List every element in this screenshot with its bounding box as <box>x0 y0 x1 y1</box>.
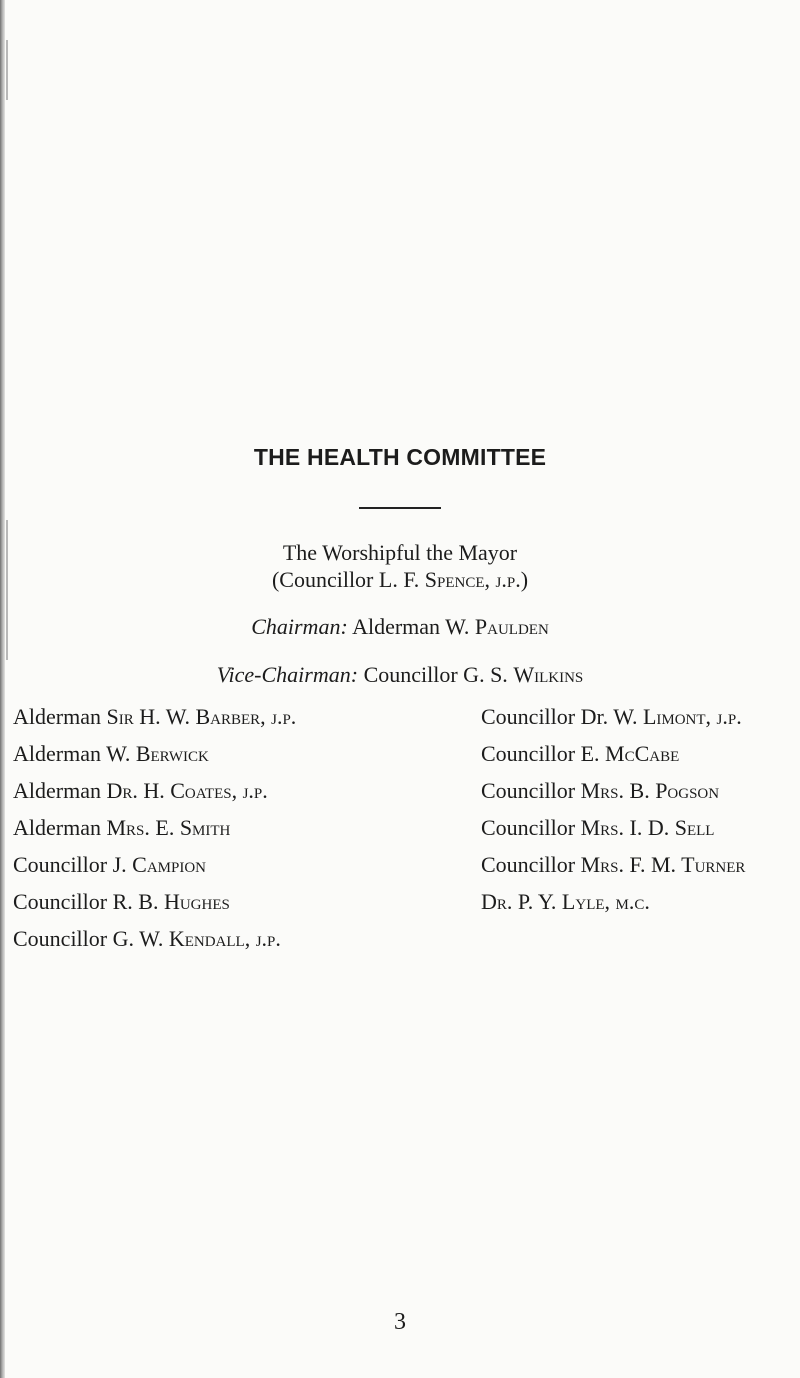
member-name: McCabe <box>605 741 680 766</box>
member-title: Councillor <box>481 778 576 803</box>
members-left-column <box>13 704 296 963</box>
vice-chairman-line <box>0 662 800 688</box>
member-item <box>13 704 296 741</box>
vice-chairman-prefix: Councillor G. S. <box>363 662 508 687</box>
member-title: Alderman <box>13 704 101 729</box>
member-item <box>13 815 296 852</box>
member-title: Councillor Dr. W. <box>481 704 638 729</box>
member-item <box>481 741 745 778</box>
member-item <box>481 704 745 741</box>
chairman-prefix: Alderman W. <box>352 614 470 639</box>
page-number: 3 <box>394 1309 406 1335</box>
member-item <box>481 778 745 815</box>
chairman-role: Chairman: <box>251 614 348 639</box>
mayor-text: The Worshipful the Mayor <box>282 540 518 565</box>
members-right-column <box>481 704 745 926</box>
member-item <box>481 815 745 852</box>
member-name: Mrs. B. Pogson <box>580 778 720 803</box>
member-title: Councillor E. <box>481 741 600 766</box>
member-title: Councillor <box>481 852 576 877</box>
mayor-line <box>0 540 800 566</box>
mayor-name-suffix: ) <box>520 567 529 592</box>
member-name: Sir H. W. Barber, j.p. <box>106 704 297 729</box>
chairman-name: Paulden <box>474 614 549 639</box>
member-name: Mrs. E. Smith <box>106 815 231 840</box>
member-item <box>13 778 296 815</box>
member-name: Kendall, j.p. <box>168 926 281 951</box>
mayor-name: Spence, j.p. <box>424 567 521 592</box>
member-name: Dr. P. Y. Lyle, m.c. <box>481 889 650 914</box>
member-title: Councillor R. B. <box>13 889 159 914</box>
member-title: Alderman <box>13 778 101 803</box>
member-title: Alderman W. <box>13 741 131 766</box>
member-name: Limont, j.p. <box>642 704 742 729</box>
member-name: Campion <box>132 852 207 877</box>
member-item <box>481 889 745 926</box>
member-name: Dr. H. Coates, j.p. <box>106 778 268 803</box>
page-edge-mark <box>6 40 8 100</box>
member-title: Councillor G. W. <box>13 926 164 951</box>
title-divider <box>359 507 441 509</box>
page-edge-shadow <box>0 0 5 1378</box>
member-item <box>13 889 296 926</box>
mayor-name-prefix: (Councillor L. F. <box>271 567 425 592</box>
member-item <box>13 852 296 889</box>
chairman-line <box>0 614 800 640</box>
member-title: Alderman <box>13 815 101 840</box>
member-title: Councillor J. <box>13 852 127 877</box>
member-item <box>13 926 296 963</box>
vice-chairman-name: Wilkins <box>513 662 584 687</box>
member-item <box>481 852 745 889</box>
member-title: Councillor <box>481 815 576 840</box>
member-name: Mrs. F. M. Turner <box>580 852 746 877</box>
member-item <box>13 741 296 778</box>
member-name: Mrs. I. D. Sell <box>580 815 715 840</box>
mayor-name-line <box>0 567 800 593</box>
vice-chairman-role: Vice-Chairman: <box>216 662 359 687</box>
page-title: THE HEALTH COMMITTEE <box>253 444 547 470</box>
member-name: Hughes <box>163 889 230 914</box>
member-name: Berwick <box>135 741 209 766</box>
